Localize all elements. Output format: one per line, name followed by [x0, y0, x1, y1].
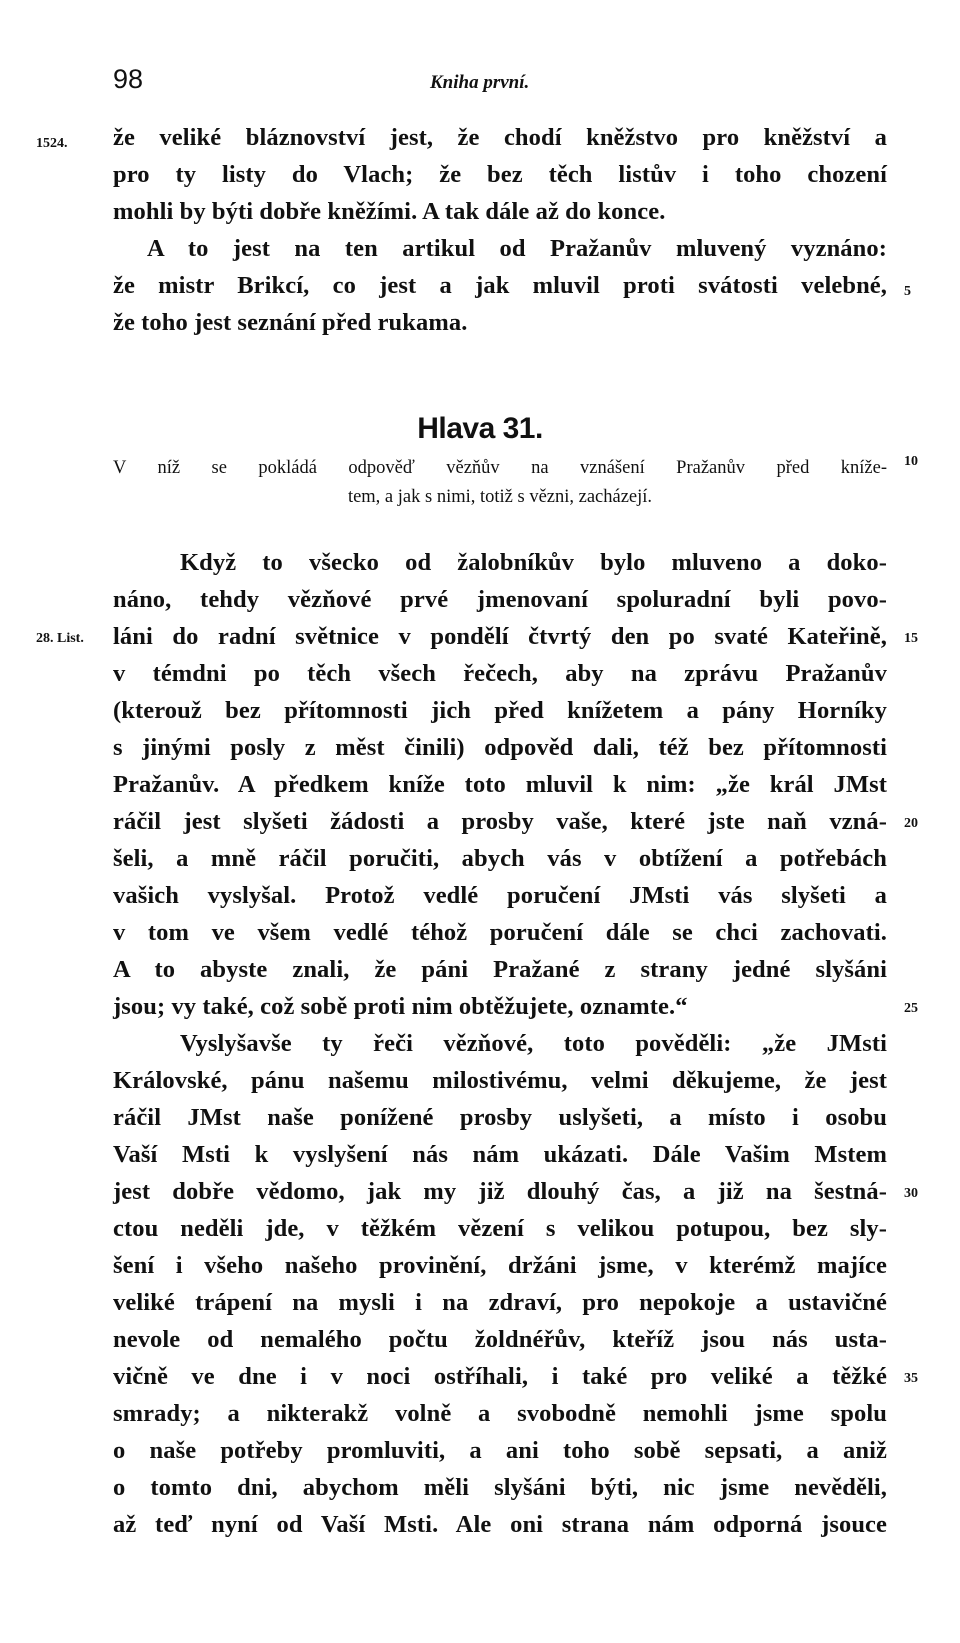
body-line: v témdni po těch všech řečech, aby na zprávu Pražanův: [113, 660, 887, 687]
line-number-15: 15: [904, 631, 918, 646]
body-line: až teď nyní od Vaší Msti. Ale oni strana nám odporná jsouce: [113, 1511, 887, 1538]
body-line: A to abyste znali, že páni Pražané z strany jedné slyšáni: [113, 956, 887, 983]
body-line: Vyslyšavše ty řeči vězňové, toto pověděli: „že JMsti: [180, 1030, 887, 1057]
body-line: Když to všecko od žalobníkův bylo mluveno a doko-: [180, 549, 887, 576]
margin-note-year: 1524.: [36, 136, 68, 151]
body-line: Pražanův. A předkem kníže toto mluvil k nim: „že král JMst: [113, 771, 887, 798]
intro-line: pro ty listy do Vlach; že bez těch listův i toho chození: [113, 161, 887, 188]
line-number-35: 35: [904, 1371, 918, 1386]
margin-note-leaf: 28. List.: [36, 631, 84, 646]
line-number-30: 30: [904, 1186, 918, 1201]
body-line: Královské, pánu našemu milostivému, velmi děkujeme, že jest: [113, 1067, 887, 1094]
chapter-summary-line: tem, a jak s nimi, totiž s vězni, zacházejí.: [347, 487, 653, 507]
body-line: ráčil JMst naše ponížené prosby uslyšeti, a místo i osobu: [113, 1104, 887, 1131]
body-line: šení i všeho našeho provinění, držáni jsme, v kterémž majíce: [113, 1252, 887, 1279]
line-number-25: 25: [904, 1001, 918, 1016]
body-line: ráčil jest slyšeti žádosti a prosby vaše, které jste naň vzná-: [113, 808, 887, 835]
body-line: v tom ve všem vedlé téhož poručení dále se chci zachovati.: [113, 919, 887, 946]
intro-line: mohli by býti dobře kněžími. A tak dále až do konce.: [113, 198, 666, 225]
body-line: šeli, a mně ráčil poručiti, abych vás v obtížení a potřebách: [113, 845, 887, 872]
chapter-heading: Hlava 31.: [417, 412, 543, 445]
intro-line: A to jest na ten artikul od Pražanův mluvený vyznáno:: [147, 235, 887, 262]
body-line: o tomto dni, abychom měli slyšáni býti, nic jsme nevěděli,: [113, 1474, 887, 1501]
body-line: Vaší Msti k vyslyšení nás nám ukázati. Dále Vašim Mstem: [113, 1141, 887, 1168]
intro-line: že veliké bláznovství jest, že chodí kněžstvo pro kněžství a: [113, 124, 887, 151]
page-number: 98: [113, 64, 144, 94]
body-line: nevole od nemalého počtu žoldnéřův, kteříž jsou nás usta-: [113, 1326, 887, 1353]
body-line: vičně ve dne i v noci ostříhali, i také pro veliké a těžké: [113, 1363, 887, 1390]
intro-line: že mistr Brikcí, co jest a jak mluvil proti svátosti velebné,: [113, 272, 887, 299]
body-line: s jinými posly z měst činili) odpověd dali, též bez přítomnosti: [113, 734, 887, 761]
body-line: ctou neděli jde, v těžkém vězení s velikou potupou, bez sly-: [113, 1215, 887, 1242]
line-number-5: 5: [904, 284, 911, 299]
intro-line: že toho jest seznání před rukama.: [113, 309, 468, 336]
line-number-20: 20: [904, 816, 918, 831]
chapter-summary-line: V níž se pokládá odpověď vězňův na vznášení Pražanův před kníže-: [113, 458, 887, 478]
body-line: smrady; a nikterakž volně a svobodně nemohli jsme spolu: [113, 1400, 887, 1427]
body-line: o naše potřeby promluviti, a ani toho sobě sepsati, a aniž: [113, 1437, 887, 1464]
body-line: vašich vyslyšal. Protož vedlé poručení JMsti vás slyšeti a: [113, 882, 887, 909]
body-line: jsou; vy také, což sobě proti nim obtěžujete, oznamte.“: [113, 993, 688, 1020]
line-number-10: 10: [904, 454, 918, 469]
running-title: Kniha první.: [430, 72, 530, 93]
body-line: (kterouž bez přítomnosti jich před knížetem a pány Horníky: [113, 697, 887, 724]
body-line: náno, tehdy vězňové prvé jmenovaní spoluradní byli povo-: [113, 586, 887, 613]
body-line: láni do radní světnice v pondělí čtvrtý den po svaté Kateřině,: [113, 623, 887, 650]
body-line: jest dobře vědomo, jak my již dlouhý čas, a již na šestná-: [113, 1178, 887, 1205]
body-line: veliké trápení na mysli i na zdraví, pro nepokoje a ustavičné: [113, 1289, 887, 1316]
